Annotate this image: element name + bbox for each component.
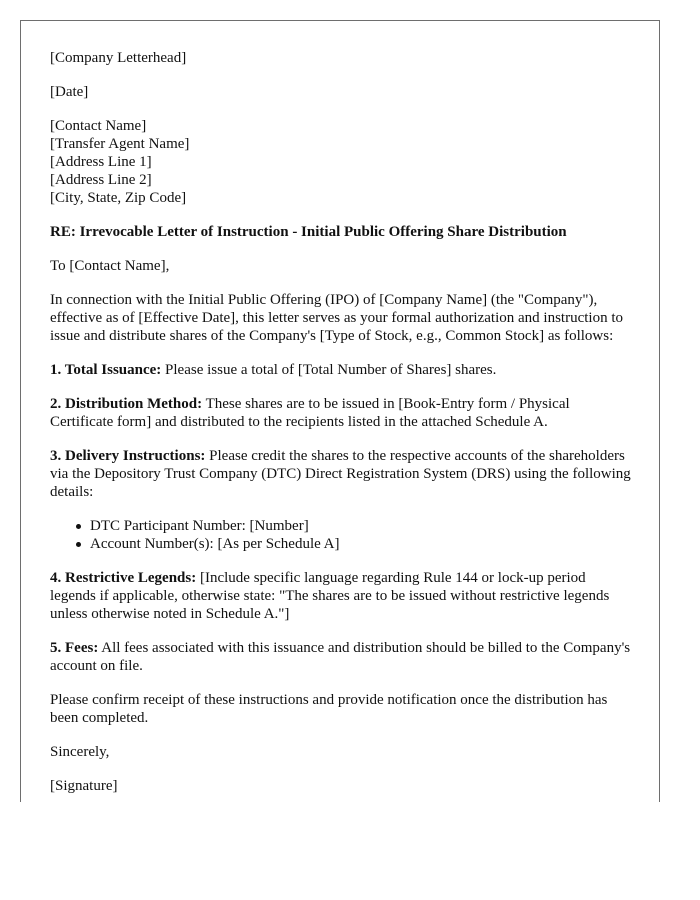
letterhead: [Company Letterhead] [50,50,187,66]
section-total-issuance [50,361,632,379]
section-heading: 1. Total Issuance: [50,362,162,378]
section-delivery-instructions [50,447,632,501]
section-heading: 5. Fees: [50,640,99,656]
section-text: [Include specific language regarding Rule 144 or lock-up period legends if applicable, otherwise state: "The shares are to be issued without restrictive legends unless otherwise noted in Schedule A."] [50,570,610,622]
section-text: Please issue a total of [Total Number of Shares] shares. [161,362,497,378]
recipient-address [50,117,632,207]
salutation: To [Contact Name], [50,258,170,274]
section-distribution-method [50,395,632,431]
closing-request: Please confirm receipt of these instructions and provide notification once the distribution has been completed. [50,692,608,726]
letter-page [20,20,660,802]
section-fees [50,639,632,675]
section-restrictive-legends [50,569,632,623]
list-item: Account Number(s): [As per Schedule A] [90,535,632,553]
section-heading: 2. Distribution Method: [50,396,203,412]
section-text: Please credit the shares to the respective accounts of the shareholders via the Depository Trust Company (DTC) Direct Registration System (DRS) using the following details: [50,448,631,500]
recipient-contact-name: [Contact Name] [50,118,147,134]
intro-paragraph: In connection with the Initial Public Offering (IPO) of [Company Name] (the "Company"), effective as of [Effective Date], this letter serves as your formal authorization and instruction to issue and distribute shares of the Company's [Type of Stock, e.g., Common Stock] as follows: [50,292,623,344]
delivery-details-list [50,517,632,553]
section-text: All fees associated with this issuance and distribution should be billed to the Company's account on file. [50,640,631,674]
letter-body [50,49,632,802]
subject-line: RE: Irrevocable Letter of Instruction - Initial Public Offering Share Distribution [50,224,567,240]
signoff: Sincerely, [50,744,110,760]
list-item: DTC Participant Number: [Number] [90,517,632,535]
signature-placeholder: [Signature] [50,778,118,794]
section-text: These shares are to be issued in [Book-Entry form / Physical Certificate form] and distributed to the recipients listed in the attached Schedule A. [50,396,570,430]
section-heading: 4. Restrictive Legends: [50,570,197,586]
recipient-city-state-zip: [City, State, Zip Code] [50,190,187,206]
recipient-address-line-1: [Address Line 1] [50,154,152,170]
recipient-address-line-2: [Address Line 2] [50,172,152,188]
section-heading: 3. Delivery Instructions: [50,448,206,464]
recipient-transfer-agent: [Transfer Agent Name] [50,136,190,152]
letter-date: [Date] [50,84,89,100]
